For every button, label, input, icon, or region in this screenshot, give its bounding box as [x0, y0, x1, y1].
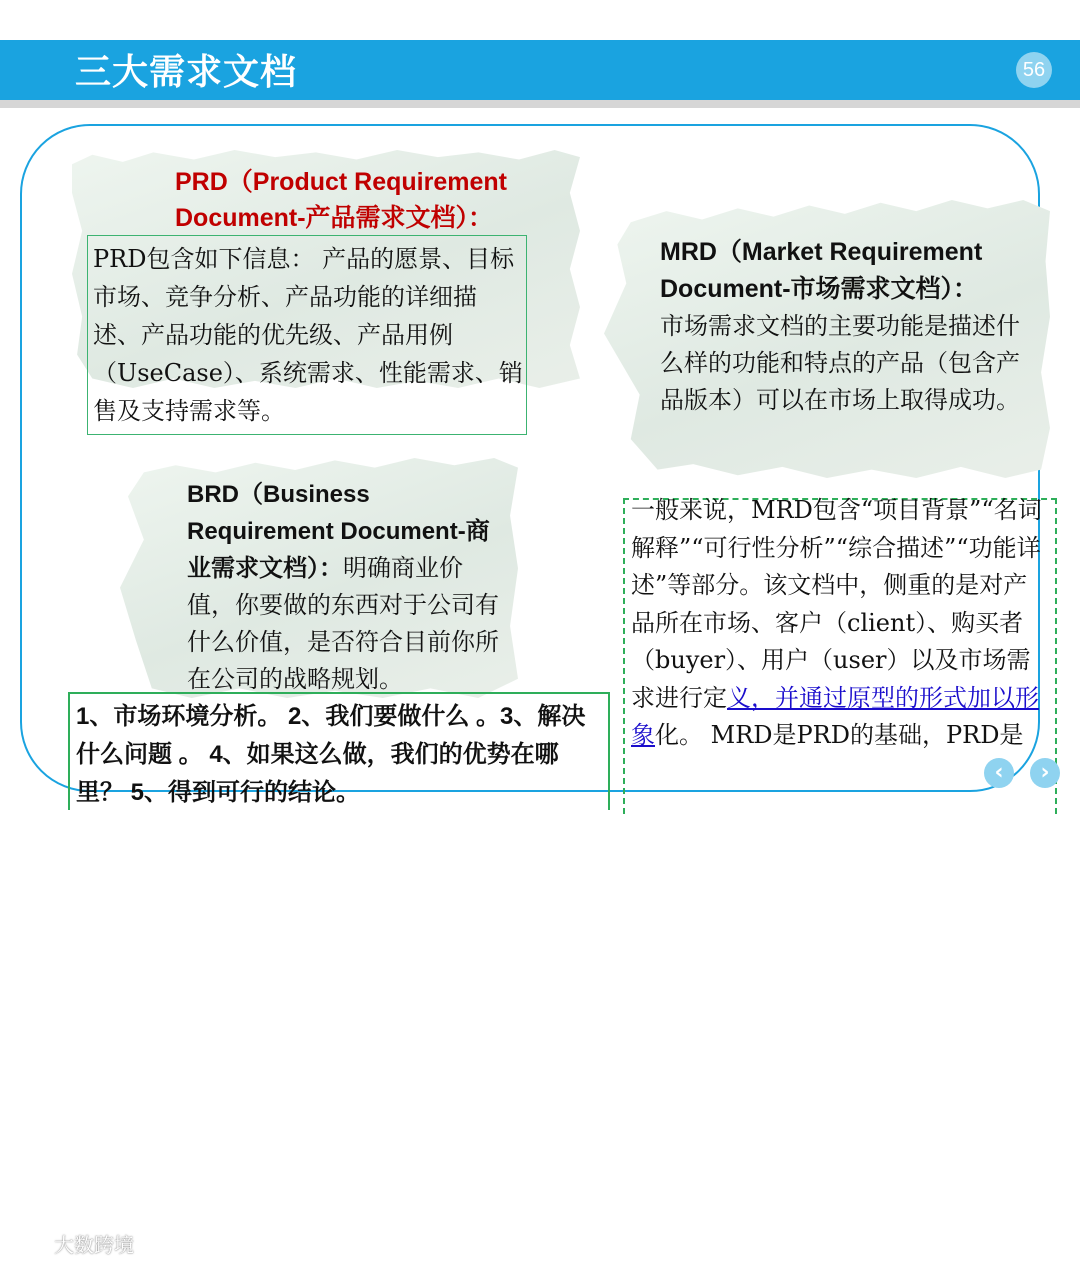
- prev-slide-icon[interactable]: ‹: [984, 758, 1014, 788]
- brd-points-text: 1、市场环境分析。 2、我们要做什么 。3、解决什么问题 。 4、如果这么做，我们的优势在哪里？ 5、得到可行的结论。: [76, 703, 586, 806]
- watermark-logo-icon: [10, 1232, 48, 1254]
- next-slide-icon[interactable]: ›: [1030, 758, 1060, 788]
- mrd-note-text-start: 一般来说，MRD包含“项目背景”“名词解释”“可行性分析”“综合描述”“功能详述”等部分。该文档中，侧重的是对产品所在市场、客户（client）、购买者（buyer）、用户（user）以及市场需求进行定: [631, 496, 1042, 712]
- brd-title: BRD（Business Requirement Document-商业需求文档）：: [187, 481, 490, 582]
- prd-title: PRD（Product Requirement Document-产品需求文档）：: [175, 168, 507, 232]
- prd-body: PRD包含如下信息： 产品的愿景、目标市场、竞争分析、产品功能的详细描述、产品功能的优先级、产品用例（UseCase）、系统需求、性能需求、销售及支持需求等。: [93, 245, 523, 425]
- mrd-title: MRD（Market Requirement Document-市场需求文档）：: [660, 238, 983, 303]
- brd-block: [187, 476, 507, 698]
- watermark: [10, 1228, 134, 1258]
- watermark-text: 大数跨境: [54, 1232, 134, 1257]
- mrd-note-text: [631, 492, 1051, 755]
- brd-body: 明确商业价值，你要做的东西对于公司有什么价值，是否符合目前你所在公司的战略规划。: [187, 554, 499, 693]
- mrd-body: 市场需求文档的主要功能是描述什么样的功能和特点的产品（包含产品版本）可以在市场上取得成功。: [660, 312, 1020, 414]
- mrd-note-text-end: 化。 MRD是PRD的基础，PRD是: [655, 721, 1024, 749]
- header-divider: [0, 100, 1080, 108]
- mrd-note-link[interactable]: 义，并通过原型的形式加以形象: [631, 683, 1039, 749]
- slide-title: 三大需求文档: [75, 52, 298, 93]
- page-number-badge: 56: [1016, 52, 1052, 88]
